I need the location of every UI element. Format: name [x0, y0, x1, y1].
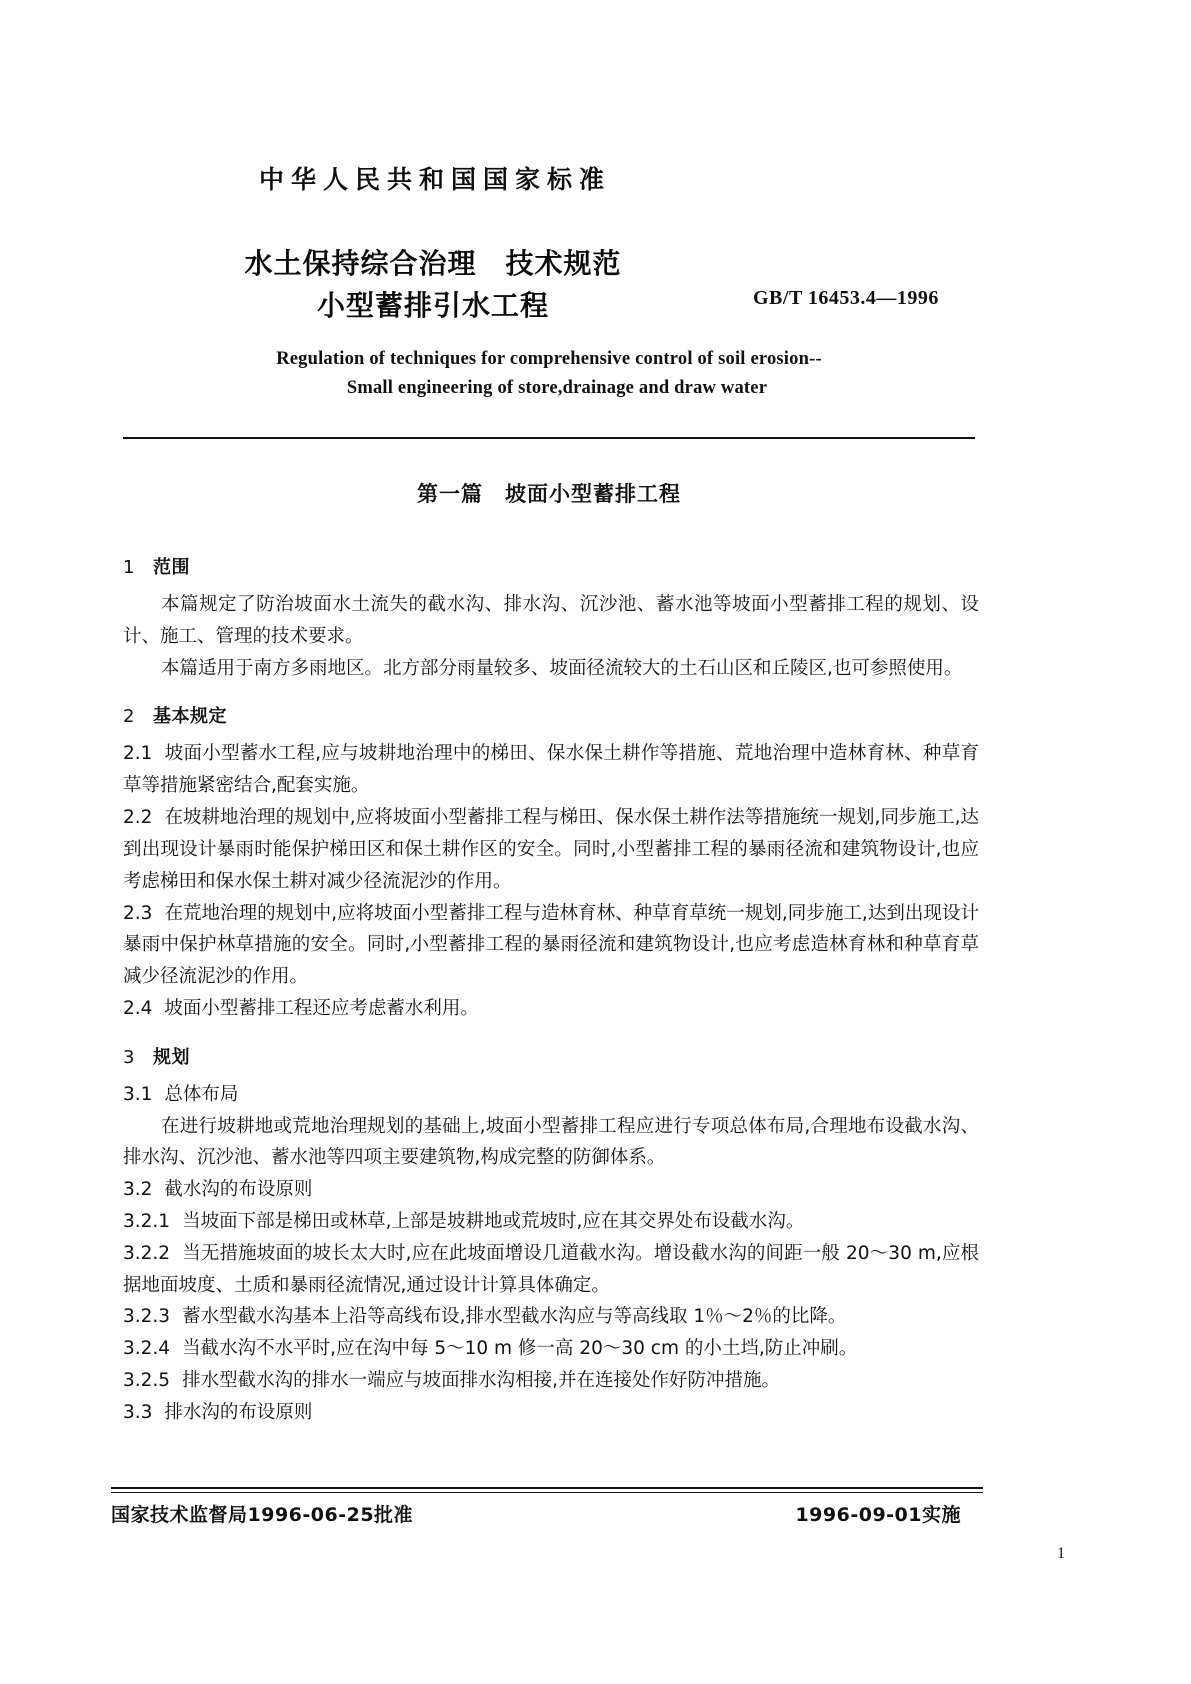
clause-3-2-2-text: 当无措施坡面的坡长太大时,应在此坡面增设几道截水沟。增设截水沟的间距一般 20～30 m,应根据地面坡度、土质和暴雨径流情况,通过设计计算具体确定。 [123, 1242, 979, 1296]
clause-2-1-text: 坡面小型蓄水工程,应与坡耕地治理中的梯田、保水保土耕作等措施、荒地治理中造林育林、种草育草等措施紧密结合,配套实施。 [123, 743, 979, 797]
section-title-2: 基本规定 [153, 706, 227, 728]
clause-3-2-4 [123, 1333, 979, 1365]
masthead [123, 160, 975, 196]
clause-3-2-5 [123, 1365, 979, 1397]
document-body [123, 535, 979, 1429]
clause-2-3-text: 在荒地治理的规划中,应将坡面小型蓄排工程与造林育林、种草育草统一规划,同步施工,达到出现设计暴雨中保护林草措施的安全。同时,小型蓄排工程的暴雨径流和建筑物设计,也应考虑造林育林和种草育草减少径流泥沙的作用。 [123, 902, 979, 988]
subsection-3-1-heading [123, 1079, 979, 1111]
subsection-3-3-text: 排水沟的布设原则 [164, 1401, 313, 1423]
section-1-paragraph-1: 本篇规定了防治坡面水土流失的截水沟、排水沟、沉沙池、蓄水池等坡面小型蓄排工程的规划、设计、施工、管理的技术要求。 [123, 594, 979, 647]
clause-3-2-1 [123, 1206, 979, 1238]
clause-2-3-label: 2.3 [123, 902, 153, 924]
title-line-2: 小型蓄排引水工程 [316, 289, 549, 322]
section-title-3: 规划 [153, 1046, 190, 1068]
footer-divider-rule [111, 1487, 983, 1493]
subsection-3-3-label: 3.3 [123, 1401, 153, 1423]
clause-3-2-1-label: 3.2.1 [123, 1211, 171, 1232]
standard-number: GB/T 16453.4—1996 [753, 287, 939, 309]
clause-3-2-5-label: 3.2.5 [123, 1370, 171, 1392]
clause-2-1-label: 2.1 [123, 743, 153, 765]
title-block [123, 243, 975, 327]
section-title-1: 范围 [153, 557, 190, 578]
section-1-paragraph-2: 本篇适用于南方多雨地区。北方部分雨量较多、坡面径流较大的土石山区和丘陵区,也可参照使用。 [161, 657, 963, 679]
subsection-3-2-label: 3.2 [123, 1179, 153, 1201]
clause-3-2-2-label: 3.2.2 [123, 1242, 171, 1264]
subsection-3-1-label: 3.1 [123, 1083, 153, 1105]
subsection-3-3-heading [123, 1397, 979, 1429]
english-subtitle-line-2: Small engineering of store,drainage and draw water [346, 377, 768, 398]
page-footer [111, 1500, 983, 1527]
clause-2-4-text: 坡面小型蓄排工程还应考虑蓄水利用。 [164, 997, 479, 1019]
part-heading: 第一篇 坡面小型蓄排工程 [417, 482, 681, 506]
subsection-3-2-text: 截水沟的布设原则 [164, 1179, 313, 1201]
subsection-3-2-heading [123, 1174, 979, 1206]
subsection-3-1-text: 总体布局 [164, 1083, 239, 1105]
section-number-3: 3 [123, 1046, 135, 1068]
title-rows [123, 243, 743, 327]
section-number-1: 1 [123, 557, 135, 578]
section-heading-2 [123, 702, 979, 728]
english-subtitle-line-1: Regulation of techniques for comprehensive control of soil erosion-- [276, 349, 822, 369]
clause-2-2-text: 在坡耕地治理的规划中,应将坡面小型蓄排工程与梯田、保水保土耕作法等措施统一规划,同步施工,达到出现设计暴雨时能保护梯田区和保土耕作区的安全。同时,小型蓄排工程的暴雨径流和建筑物设计,也应考虑梯田和保水保土耕对减少径流泥沙的作用。 [123, 807, 979, 892]
section-number-2: 2 [123, 706, 135, 728]
clause-3-2-5-text: 排水型截水沟的排水一端应与坡面排水沟相接,并在连接处作好防冲措施。 [182, 1370, 780, 1392]
clause-2-4 [123, 993, 979, 1025]
clause-3-2-4-label: 3.2.4 [123, 1338, 171, 1360]
clause-3-2-3 [123, 1301, 979, 1333]
national-standard-title: 中华人民共和国国家标准 [259, 165, 612, 194]
clause-2-2-label: 2.2 [123, 807, 153, 829]
english-subtitle [123, 345, 975, 402]
footer-approval-text: 国家技术监督局1996-06-25批准 [111, 1504, 414, 1526]
clause-3-2-3-text: 蓄水型截水沟基本上沿等高线布设,排水型截水沟应与等高线取 1％～2％的比降。 [182, 1306, 847, 1328]
clause-3-2-2 [123, 1238, 979, 1302]
section-heading-1 [123, 553, 979, 579]
clause-3-2-1-text: 当坡面下部是梯田或林草,上部是坡耕地或荒坡时,应在其交界处布设截水沟。 [182, 1211, 805, 1232]
clause-3-2-4-text: 当截水沟不水平时,应在沟中每 5～10 m 修一高 20～30 cm 的小土垱,防止冲刷。 [182, 1338, 858, 1360]
clause-2-2 [123, 802, 979, 897]
clause-2-1 [123, 738, 979, 802]
header-divider-rule [123, 437, 975, 439]
clause-3-2-3-label: 3.2.3 [123, 1306, 171, 1328]
title-line-1: 水土保持综合治理 技术规范 [244, 247, 622, 280]
clause-2-3 [123, 898, 979, 993]
footer-effective-text: 1996-09-01实施 [795, 1504, 961, 1526]
clause-2-4-label: 2.4 [123, 997, 153, 1019]
subsection-3-1-body: 在进行坡耕地或荒地治理规划的基础上,坡面小型蓄排工程应进行专项总体布局,合理地布设截水沟、排水沟、沉沙池、蓄水池等四项主要建筑物,构成完整的防御体系。 [123, 1115, 979, 1169]
section-heading-3 [123, 1043, 979, 1069]
page-number: 1 [1057, 1545, 1065, 1562]
